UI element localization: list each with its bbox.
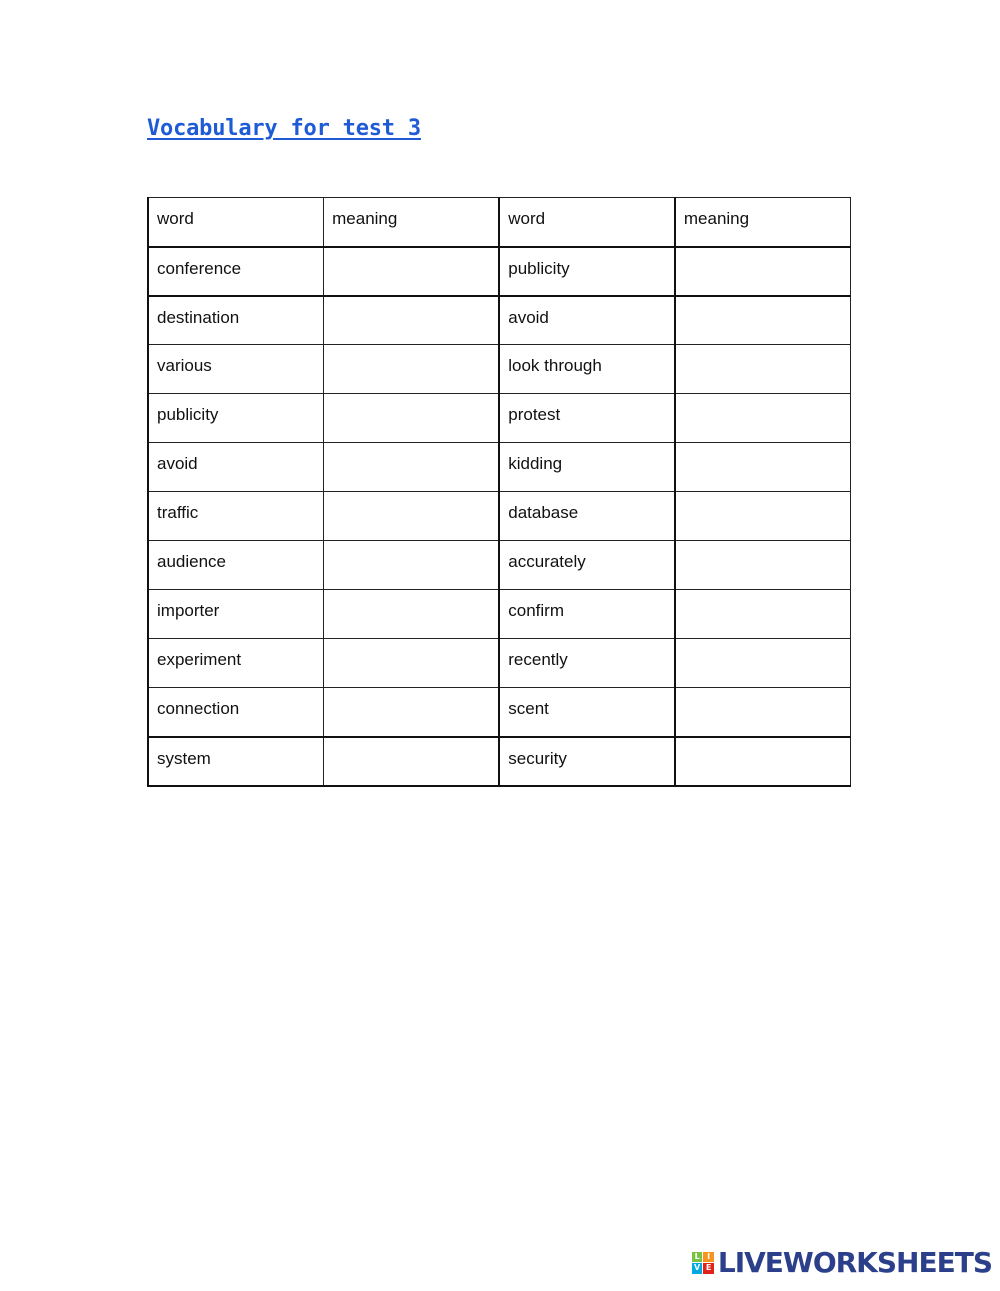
word-cell — [148, 492, 324, 541]
meaning-cell[interactable] — [324, 492, 500, 541]
word-cell — [499, 296, 675, 345]
meaning-cell[interactable] — [324, 247, 500, 296]
vocabulary-table — [147, 197, 851, 787]
meaning-text — [332, 639, 490, 650]
table-row — [148, 639, 851, 688]
word-cell — [499, 737, 675, 786]
meaning-text — [684, 345, 842, 356]
word-cell — [148, 737, 324, 786]
meaning-text — [332, 492, 490, 503]
meaning-cell[interactable] — [324, 737, 500, 786]
header-label: word — [157, 209, 194, 228]
header-cell-word-1 — [148, 198, 324, 247]
meaning-cell[interactable] — [675, 492, 851, 541]
word-cell — [148, 639, 324, 688]
meaning-text — [332, 590, 490, 601]
meaning-text — [332, 738, 490, 749]
word-cell — [499, 492, 675, 541]
meaning-cell[interactable] — [675, 639, 851, 688]
header-label: meaning — [683, 209, 750, 228]
meaning-text — [684, 738, 842, 749]
meaning-text — [332, 248, 490, 259]
page-title: Vocabulary for test 3 — [147, 116, 421, 141]
meaning-cell[interactable] — [675, 296, 851, 345]
word-text: destination — [157, 307, 240, 327]
word-text: confirm — [508, 601, 564, 620]
word-cell — [148, 688, 324, 737]
word-cell — [499, 443, 675, 492]
table-row — [148, 296, 851, 345]
word-text: scent — [508, 699, 549, 718]
word-text: publicity — [508, 258, 570, 278]
logo-letter-v: V — [692, 1263, 703, 1274]
liveworksheets-brand[interactable] — [692, 1246, 992, 1279]
word-text: audience — [157, 552, 227, 571]
meaning-cell[interactable] — [675, 247, 851, 296]
table-row — [148, 345, 851, 394]
word-text: kidding — [508, 454, 563, 473]
word-text: recently — [508, 650, 568, 669]
word-text: system — [157, 748, 211, 768]
liveworksheets-logo-icon — [692, 1252, 714, 1274]
table-row — [148, 590, 851, 639]
meaning-text — [684, 297, 842, 308]
meaning-cell[interactable] — [324, 590, 500, 639]
meaning-cell[interactable] — [324, 443, 500, 492]
word-text: avoid — [508, 307, 549, 327]
header-cell-meaning-2 — [675, 198, 851, 247]
word-text: experiment — [157, 650, 242, 669]
word-text: look through — [508, 356, 602, 375]
header-label: meaning — [332, 209, 398, 228]
word-cell — [499, 590, 675, 639]
meaning-cell[interactable] — [675, 541, 851, 590]
meaning-cell[interactable] — [324, 394, 500, 443]
logo-letter-i: I — [703, 1252, 714, 1263]
word-text: conference — [157, 258, 242, 278]
word-text: security — [508, 748, 567, 768]
word-text: importer — [157, 601, 220, 620]
meaning-text — [332, 541, 490, 552]
meaning-text — [684, 248, 842, 259]
logo-letter-e: E — [703, 1263, 714, 1274]
word-cell — [499, 345, 675, 394]
header-label: word — [508, 209, 546, 228]
meaning-text — [332, 443, 490, 454]
meaning-cell[interactable] — [675, 345, 851, 394]
meaning-cell[interactable] — [324, 639, 500, 688]
word-text: various — [157, 356, 212, 375]
word-text: publicity — [157, 405, 219, 424]
table-row — [148, 737, 851, 786]
brand-wordmark: LIVEWORKSHEETS — [717, 1246, 992, 1279]
word-cell — [499, 541, 675, 590]
table-row — [148, 541, 851, 590]
word-cell — [148, 296, 324, 345]
table-row — [148, 394, 851, 443]
word-text: accurately — [508, 552, 586, 571]
word-text: avoid — [157, 454, 198, 473]
meaning-text — [684, 541, 842, 552]
meaning-text — [684, 639, 842, 650]
table-header-row — [148, 198, 851, 247]
word-cell — [148, 394, 324, 443]
meaning-cell[interactable] — [324, 345, 500, 394]
table-row — [148, 443, 851, 492]
meaning-text — [684, 443, 842, 454]
table-row — [148, 247, 851, 296]
meaning-cell[interactable] — [675, 688, 851, 737]
word-text: database — [508, 503, 579, 522]
word-cell — [148, 590, 324, 639]
word-text: protest — [508, 405, 561, 424]
meaning-text — [332, 688, 490, 699]
meaning-cell[interactable] — [324, 296, 500, 345]
meaning-cell[interactable] — [324, 541, 500, 590]
header-cell-meaning-1 — [324, 198, 500, 247]
table-row — [148, 688, 851, 737]
table-row — [148, 492, 851, 541]
word-text: connection — [157, 699, 240, 718]
word-cell — [499, 247, 675, 296]
meaning-cell[interactable] — [324, 688, 500, 737]
meaning-text — [332, 345, 490, 356]
meaning-text — [684, 492, 842, 503]
meaning-cell[interactable] — [675, 394, 851, 443]
word-cell — [499, 394, 675, 443]
meaning-text — [332, 297, 490, 308]
meaning-text — [684, 688, 842, 699]
logo-letter-l: L — [692, 1252, 703, 1263]
word-cell — [148, 443, 324, 492]
word-cell — [499, 639, 675, 688]
meaning-cell[interactable] — [675, 737, 851, 786]
meaning-cell[interactable] — [675, 590, 851, 639]
word-cell — [148, 541, 324, 590]
word-cell — [499, 688, 675, 737]
meaning-cell[interactable] — [675, 443, 851, 492]
header-cell-word-2 — [499, 198, 675, 247]
word-text: traffic — [157, 503, 199, 522]
word-cell — [148, 345, 324, 394]
meaning-text — [332, 394, 490, 405]
word-cell — [148, 247, 324, 296]
meaning-text — [684, 394, 842, 405]
meaning-text — [684, 590, 842, 601]
